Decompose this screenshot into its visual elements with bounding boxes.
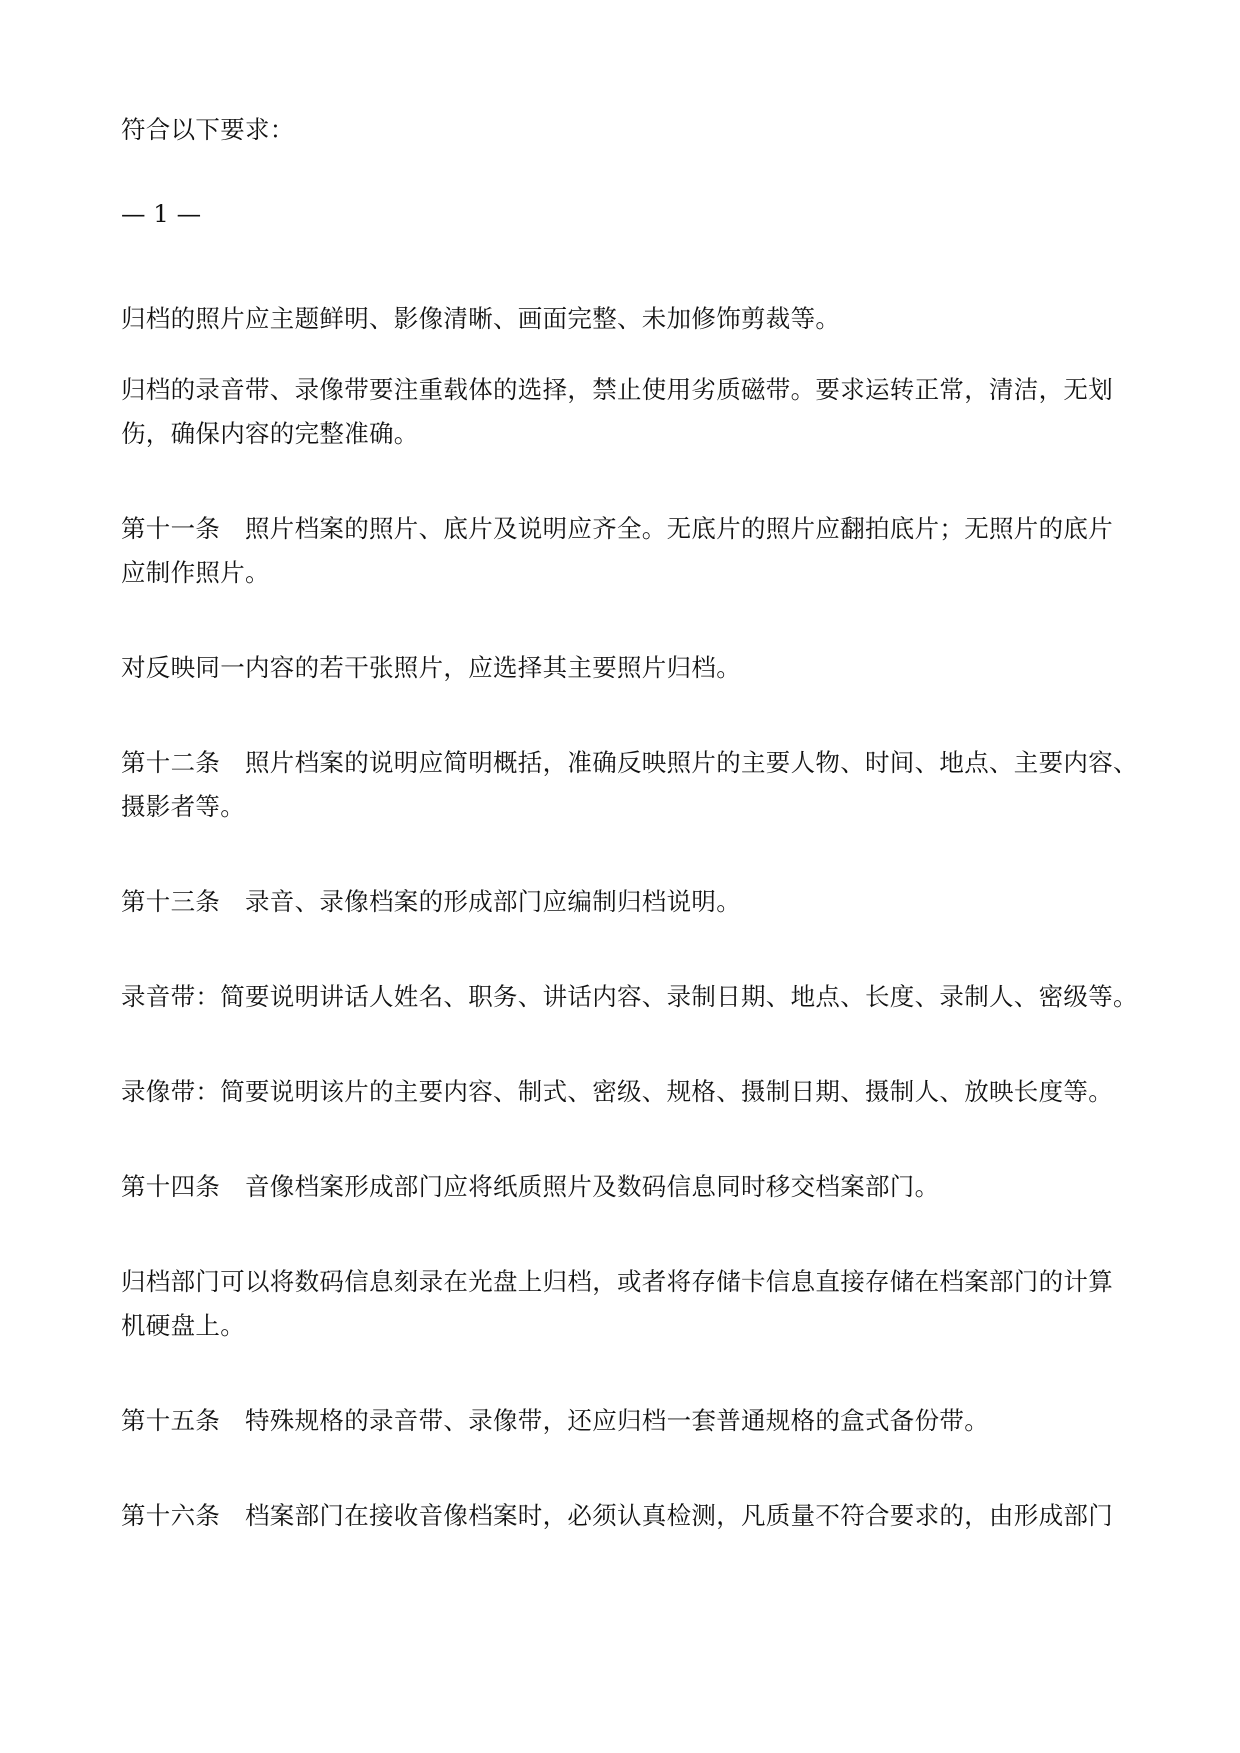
paragraph-digital-line-2: 机硬盘上。 xyxy=(121,1311,245,1340)
paragraph-digital-line-1: 归档部门可以将数码信息刻录在光盘上归档，或者将存储卡信息直接存储在档案部门的计算 xyxy=(121,1267,1113,1296)
article-11-line-2: 应制作照片。 xyxy=(121,558,270,587)
article-12-line-1: 第十二条 照片档案的说明应简明概括，准确反映照片的主要人物、时间、地点、主要内容、 xyxy=(121,748,1138,777)
paragraph-video-tape: 录像带：简要说明该片的主要内容、制式、密级、规格、摄制日期、摄制人、放映长度等。 xyxy=(121,1077,1113,1106)
intro-line: 符合以下要求： xyxy=(121,115,295,144)
article-16-line-1: 第十六条 档案部门在接收音像档案时，必须认真检测，凡质量不符合要求的，由形成部门 xyxy=(121,1501,1113,1530)
paragraph-audio-tape: 录音带：简要说明讲话人姓名、职务、讲话内容、录制日期、地点、长度、录制人、密级等。 xyxy=(121,982,1138,1011)
article-15: 第十五条 特殊规格的录音带、录像带，还应归档一套普通规格的盒式备份带。 xyxy=(121,1406,989,1435)
paragraph-tape-line-2: 伤，确保内容的完整准确。 xyxy=(121,419,419,448)
paragraph-tape-line-1: 归档的录音带、录像带要注重载体的选择，禁止使用劣质磁带。要求运转正常，清洁，无划 xyxy=(121,375,1113,404)
article-11-line-1: 第十一条 照片档案的照片、底片及说明应齐全。无底片的照片应翻拍底片；无照片的底片 xyxy=(121,514,1113,543)
article-13: 第十三条 录音、录像档案的形成部门应编制归档说明。 xyxy=(121,887,741,916)
page-number: — 1 — xyxy=(121,199,202,228)
paragraph-select-photo: 对反映同一内容的若干张照片，应选择其主要照片归档。 xyxy=(121,653,741,682)
paragraph-photo-quality: 归档的照片应主题鲜明、影像清晰、画面完整、未加修饰剪裁等。 xyxy=(121,304,841,333)
article-12-line-2: 摄影者等。 xyxy=(121,792,245,821)
article-14: 第十四条 音像档案形成部门应将纸质照片及数码信息同时移交档案部门。 xyxy=(121,1172,940,1201)
